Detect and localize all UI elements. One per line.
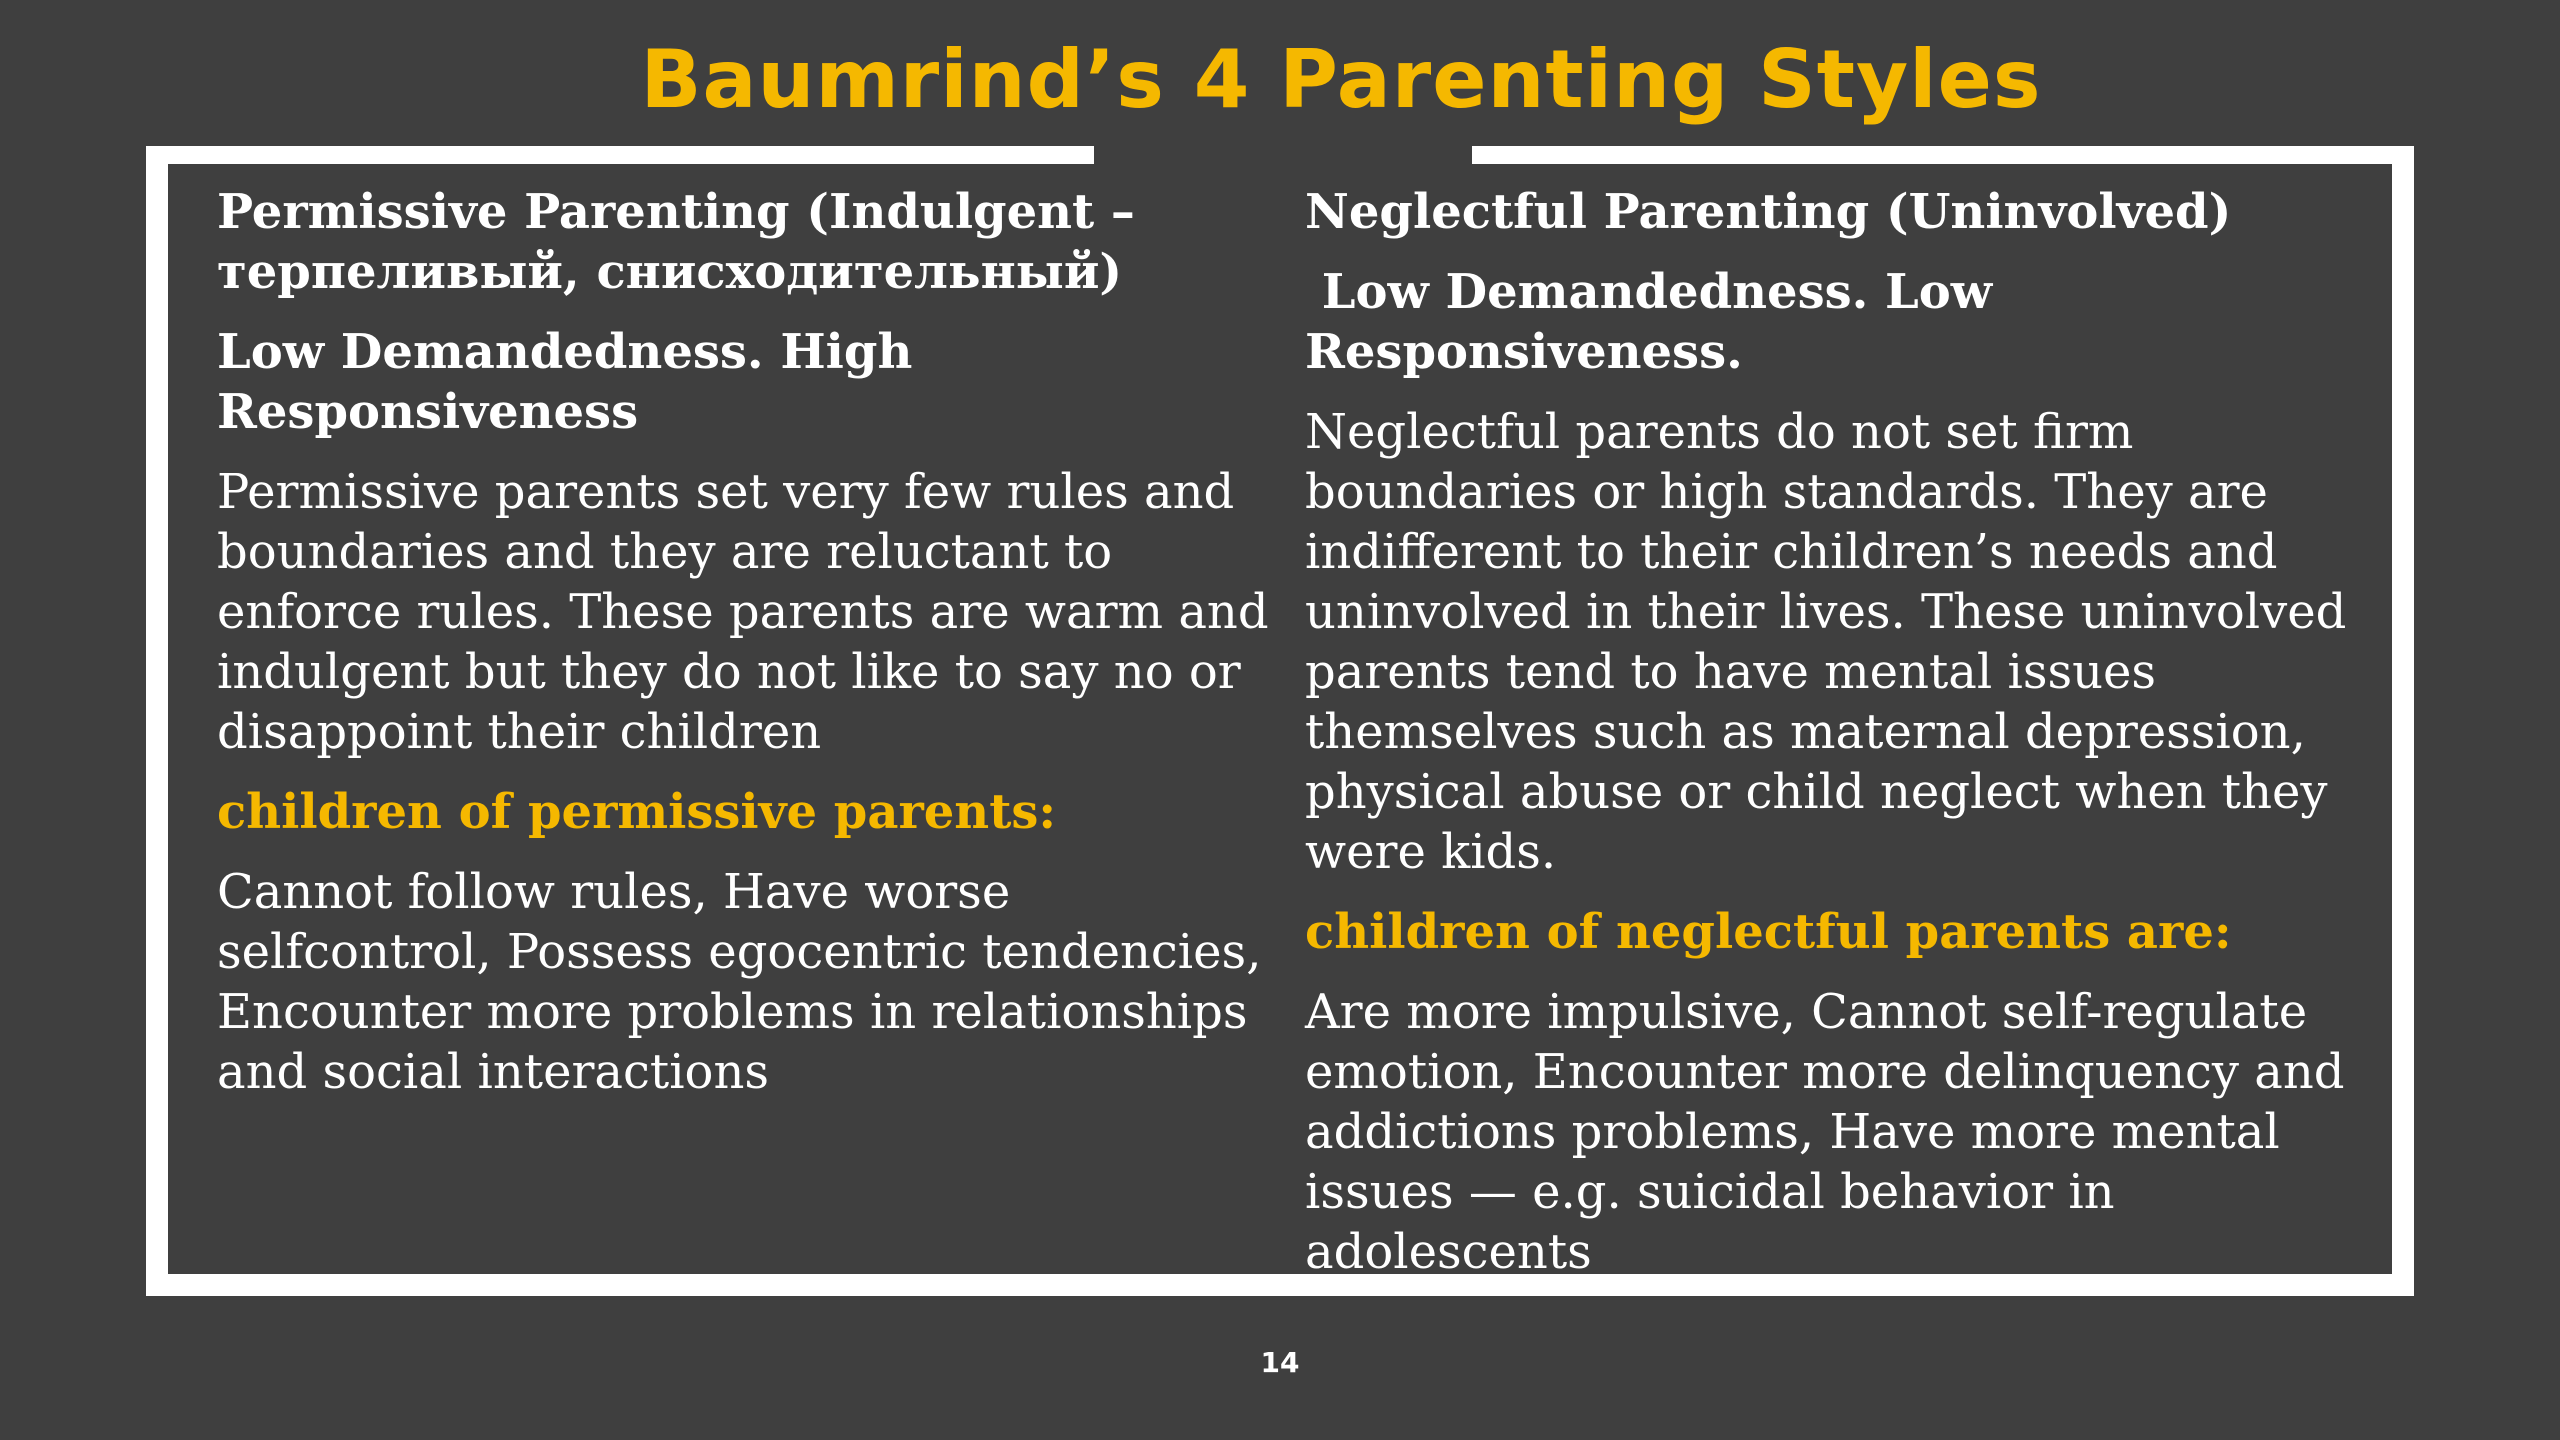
neglectful-parenting-column [1305, 182, 2385, 1302]
permissive-parenting-column [217, 182, 1287, 1122]
neglectful-outcomes: Are more impulsive, Cannot self-regulate emotion, Encounter more delinquency and addictions problems, Have more mental issues — e.g. suicidal behavior in adolescents [1305, 984, 2345, 1280]
neglectful-heading: Neglectful Parenting (Uninvolved) [1305, 184, 2232, 240]
permissive-heading: Permissive Parenting (Indulgent – терпеливый, снисходительный) [217, 184, 1135, 300]
frame-top-right-border [1472, 146, 2414, 164]
neglectful-outcomes-label: children of neglectful parents are: [1305, 904, 2232, 960]
permissive-outcomes: Cannot follow rules, Have worse selfcontrol, Possess egocentric tendencies, Encounter more problems in relationships and social interactions [217, 864, 1262, 1100]
permissive-subheading: Low Demandedness. High Responsiveness [217, 324, 930, 440]
frame-right-border [2392, 146, 2414, 1296]
frame-top-left-border [146, 146, 1094, 164]
permissive-description: Permissive parents set very few rules and boundaries and they are reluctant to enforce rules. These parents are warm and indulgent but they do not like to say no or disappoint their children [217, 464, 1269, 760]
slide-title: Baumrind’s 4 Parenting Styles [640, 33, 2042, 126]
page-number: 14 [1260, 1346, 1300, 1379]
neglectful-description: Neglectful parents do not set firm boundaries or high standards. They are indifferent to their children’s needs and uninvolved in their lives. These uninvolved parents tend to have mental issues themselves such as maternal depression, physical abuse or child neglect when they were kids. [1305, 404, 2347, 880]
permissive-outcomes-label: children of permissive parents: [217, 784, 1057, 840]
frame-left-border [146, 146, 168, 1296]
neglectful-subheading: Low Demandedness. Low Responsiveness. [1305, 264, 2009, 380]
